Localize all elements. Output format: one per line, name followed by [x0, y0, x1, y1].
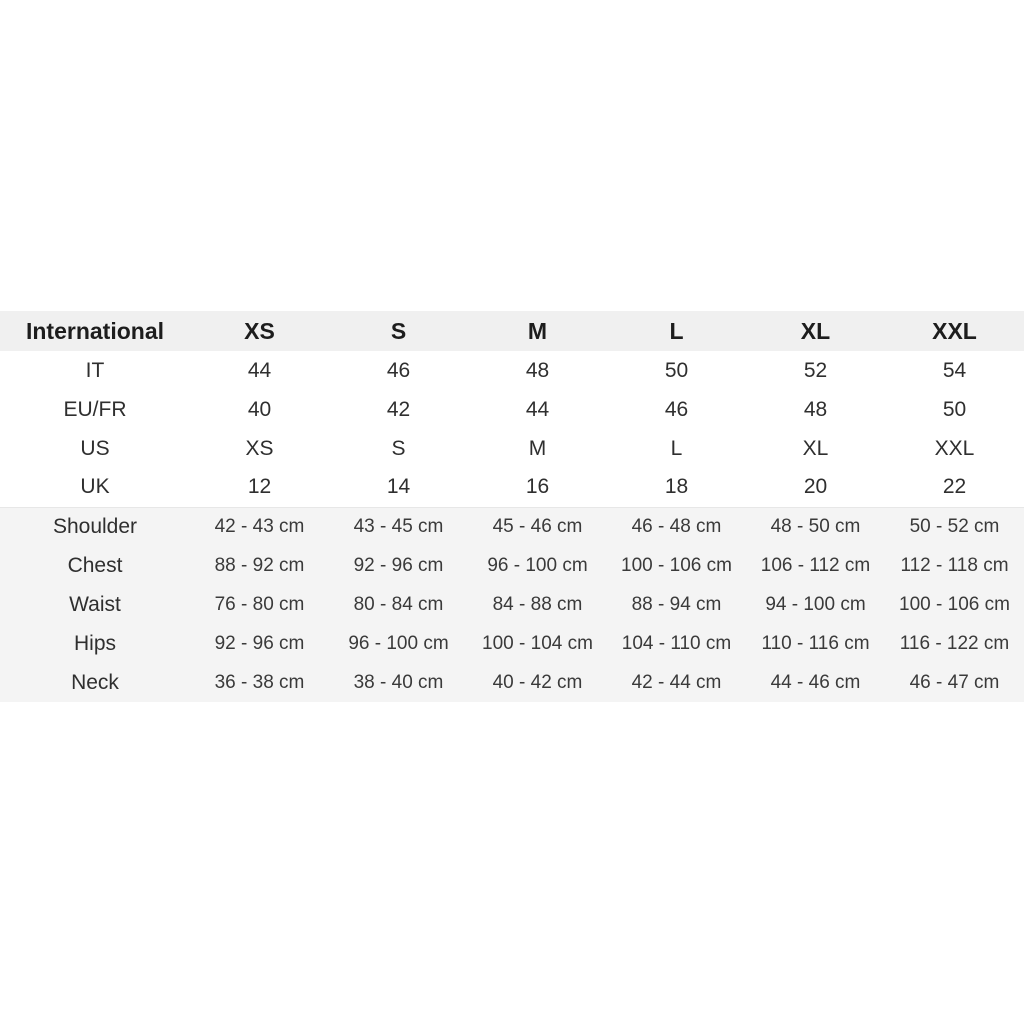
cell-it-s: 46 — [386, 358, 411, 382]
cell-eufr-xl: 48 — [803, 397, 828, 421]
cell-chest-xs: 88 - 92 cm — [214, 554, 305, 576]
table-row — [0, 390, 1024, 429]
header-size-xl: XL — [800, 317, 831, 344]
row-label-it: IT — [85, 358, 105, 382]
cell-chest-l: 100 - 106 cm — [621, 554, 732, 576]
table-row — [0, 429, 1024, 468]
table-header-row — [0, 311, 1024, 351]
table-row — [0, 468, 1024, 507]
table-row — [0, 663, 1024, 702]
cell-chest-s: 92 - 96 cm — [353, 554, 444, 576]
cell-eufr-m: 44 — [525, 397, 550, 421]
row-label-shoulder: Shoulder — [0, 507, 190, 546]
table-row — [0, 546, 1024, 585]
table-row — [0, 585, 1024, 624]
cell-us-l: L — [670, 436, 683, 460]
header-size-s: S — [390, 317, 407, 344]
cell-eufr-s: 42 — [386, 397, 411, 421]
cell-us-xxl: XXL — [934, 436, 975, 460]
row-label-neck: Neck — [71, 670, 119, 694]
header-size-l: L — [669, 317, 684, 344]
header-size-m: M — [527, 317, 548, 344]
cell-waist-xxl: 100 - 106 cm — [899, 593, 1010, 615]
cell-shoulder-m: 45 - 46 cm — [468, 507, 607, 546]
cell-shoulder-xs: 42 - 43 cm — [190, 507, 329, 546]
cell-hips-xxl: 116 - 122 cm — [899, 632, 1010, 654]
row-label-us: US — [80, 436, 110, 460]
cell-shoulder-l: 46 - 48 cm — [607, 507, 746, 546]
cell-it-l: 50 — [664, 358, 689, 382]
cell-hips-s: 96 - 100 cm — [348, 632, 449, 654]
cell-hips-m: 100 - 104 cm — [482, 632, 593, 654]
cell-us-xs: XS — [245, 436, 274, 460]
cell-shoulder-s: 43 - 45 cm — [329, 507, 468, 546]
cell-uk-s: 14 — [386, 475, 411, 499]
cell-waist-l: 88 - 94 cm — [631, 593, 722, 615]
cell-hips-l: 104 - 110 cm — [621, 632, 732, 654]
cell-neck-m: 40 - 42 cm — [492, 671, 583, 693]
cell-us-xl: XL — [802, 436, 829, 460]
cell-waist-s: 80 - 84 cm — [353, 593, 444, 615]
cell-hips-xs: 92 - 96 cm — [214, 632, 305, 654]
cell-chest-m: 96 - 100 cm — [487, 554, 588, 576]
cell-shoulder-xxl: 50 - 52 cm — [885, 507, 1024, 546]
cell-eufr-xs: 40 — [247, 397, 272, 421]
table-row — [0, 507, 1024, 546]
cell-neck-l: 42 - 44 cm — [631, 671, 722, 693]
size-chart-container — [0, 311, 1024, 702]
header-size-xxl: XXL — [932, 317, 977, 344]
row-label-chest: Chest — [67, 553, 123, 577]
cell-waist-xs: 76 - 80 cm — [214, 593, 305, 615]
header-size-xs: XS — [244, 317, 275, 344]
cell-chest-xl: 106 - 112 cm — [760, 554, 871, 576]
cell-it-xs: 44 — [247, 358, 272, 382]
row-label-eufr: EU/FR — [63, 397, 127, 421]
cell-uk-xs: 12 — [247, 475, 272, 499]
row-label-uk: UK — [80, 475, 110, 499]
header-label-international: International — [25, 317, 164, 344]
cell-neck-s: 38 - 40 cm — [353, 671, 444, 693]
cell-eufr-xxl: 50 — [942, 397, 967, 421]
cell-us-s: S — [391, 436, 406, 460]
cell-eufr-l: 46 — [664, 397, 689, 421]
cell-it-xxl: 54 — [942, 358, 967, 382]
cell-uk-xl: 20 — [803, 475, 828, 499]
cell-uk-l: 18 — [664, 475, 689, 499]
cell-uk-xxl: 22 — [942, 475, 967, 499]
cell-hips-xl: 110 - 116 cm — [761, 632, 870, 654]
cell-neck-xxl: 46 - 47 cm — [909, 671, 1000, 693]
cell-it-xl: 52 — [803, 358, 828, 382]
cell-waist-m: 84 - 88 cm — [492, 593, 583, 615]
row-label-hips: Hips — [73, 631, 116, 655]
size-chart-table — [0, 311, 1024, 702]
cell-us-m: M — [528, 436, 547, 460]
table-row — [0, 351, 1024, 390]
cell-uk-m: 16 — [525, 475, 550, 499]
row-label-waist: Waist — [69, 592, 121, 616]
cell-shoulder-xl: 48 - 50 cm — [746, 507, 885, 546]
cell-chest-xxl: 112 - 118 cm — [900, 554, 1009, 576]
cell-waist-xl: 94 - 100 cm — [765, 593, 866, 615]
cell-neck-xs: 36 - 38 cm — [214, 671, 305, 693]
cell-it-m: 48 — [525, 358, 550, 382]
cell-neck-xl: 44 - 46 cm — [770, 671, 861, 693]
table-row — [0, 624, 1024, 663]
